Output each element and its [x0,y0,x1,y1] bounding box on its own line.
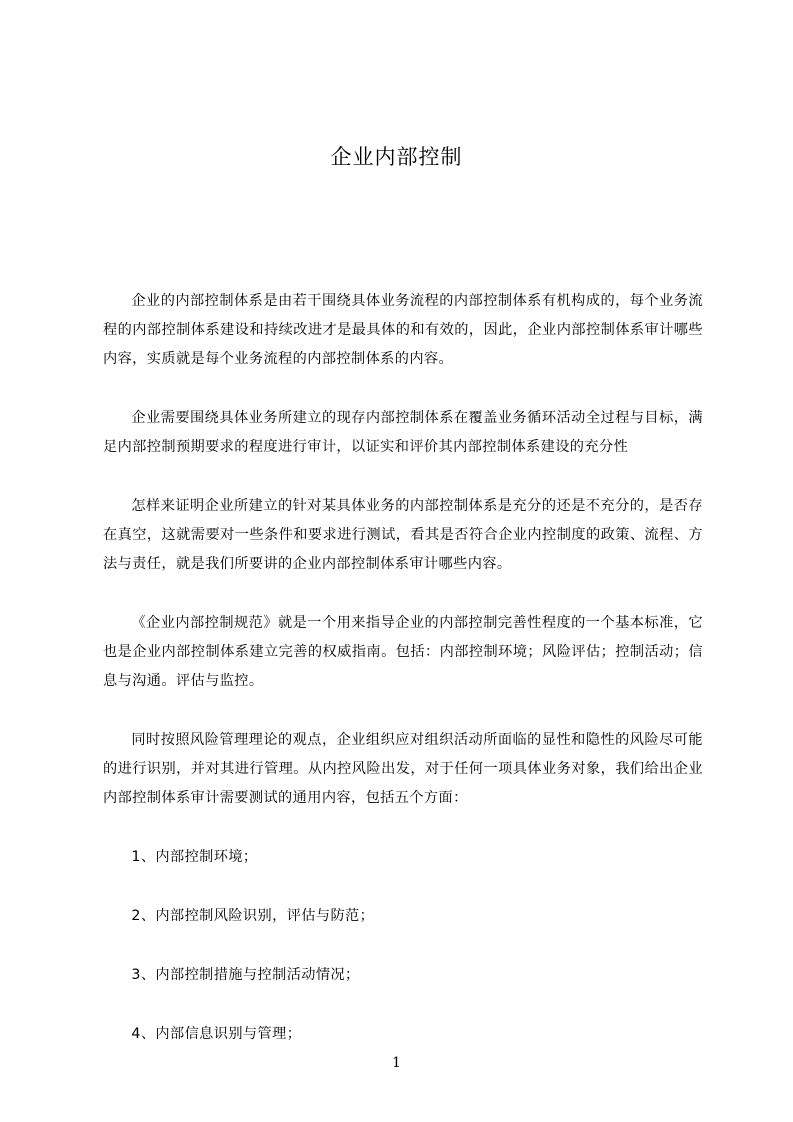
paragraph: 企业需要围绕具体业务所建立的现存内部控制体系在覆盖业务循环活动全过程与目标，满足内部控制预期要求的程度进行审计，以证实和评价其内部控制体系建设的充分性 [103,410,703,455]
paragraph: 企业的内部控制体系是由若干围绕具体业务流程的内部控制体系有机构成的，每个业务流程的内部控制体系建设和持续改进才是最具体的和有效的，因此，企业内部控制体系审计哪些内容，实质就是每个业务流程的内部控制体系的内容。 [103,293,703,367]
page-number: 1 [392,1055,401,1071]
paragraph: 《企业内部控制规范》就是一个用来指导企业的内部控制完善性程度的一个基本标准，它也是企业内部控制体系建立完善的权威指南。包括：内部控制环境；风险评估；控制活动；信息与沟通。评估与监控。 [103,615,703,689]
paragraph: 怎样来证明企业所建立的针对某具体业务的内部控制体系是充分的还是不充分的，是否存在真空，这就需要对一些条件和要求进行测试，看其是否符合企业内控制度的政策、流程、方法与责任，就是我们所要讲的企业内部控制体系审计哪些内容。 [103,498,703,572]
list-item: 3、内部控制措施与控制活动情况； [131,967,360,983]
document-body [103,287,703,1079]
list-item: 4、内部信息识别与管理； [131,1026,302,1042]
list-item: 2、内部控制风险识别，评估与防范； [131,908,375,924]
list-item: 1、内部控制环境； [131,849,258,865]
document-title: 企业内部控制 [330,145,463,169]
paragraph: 同时按照风险管理理论的观点，企业组织应对组织活动所面临的显性和隐性的风险尽可能的进行识别，并对其进行管理。从内控风险出发，对于任何一项具体业务对象，我们给出企业内部控制体系审计需要测试的通用内容，包括五个方面： [103,732,703,806]
